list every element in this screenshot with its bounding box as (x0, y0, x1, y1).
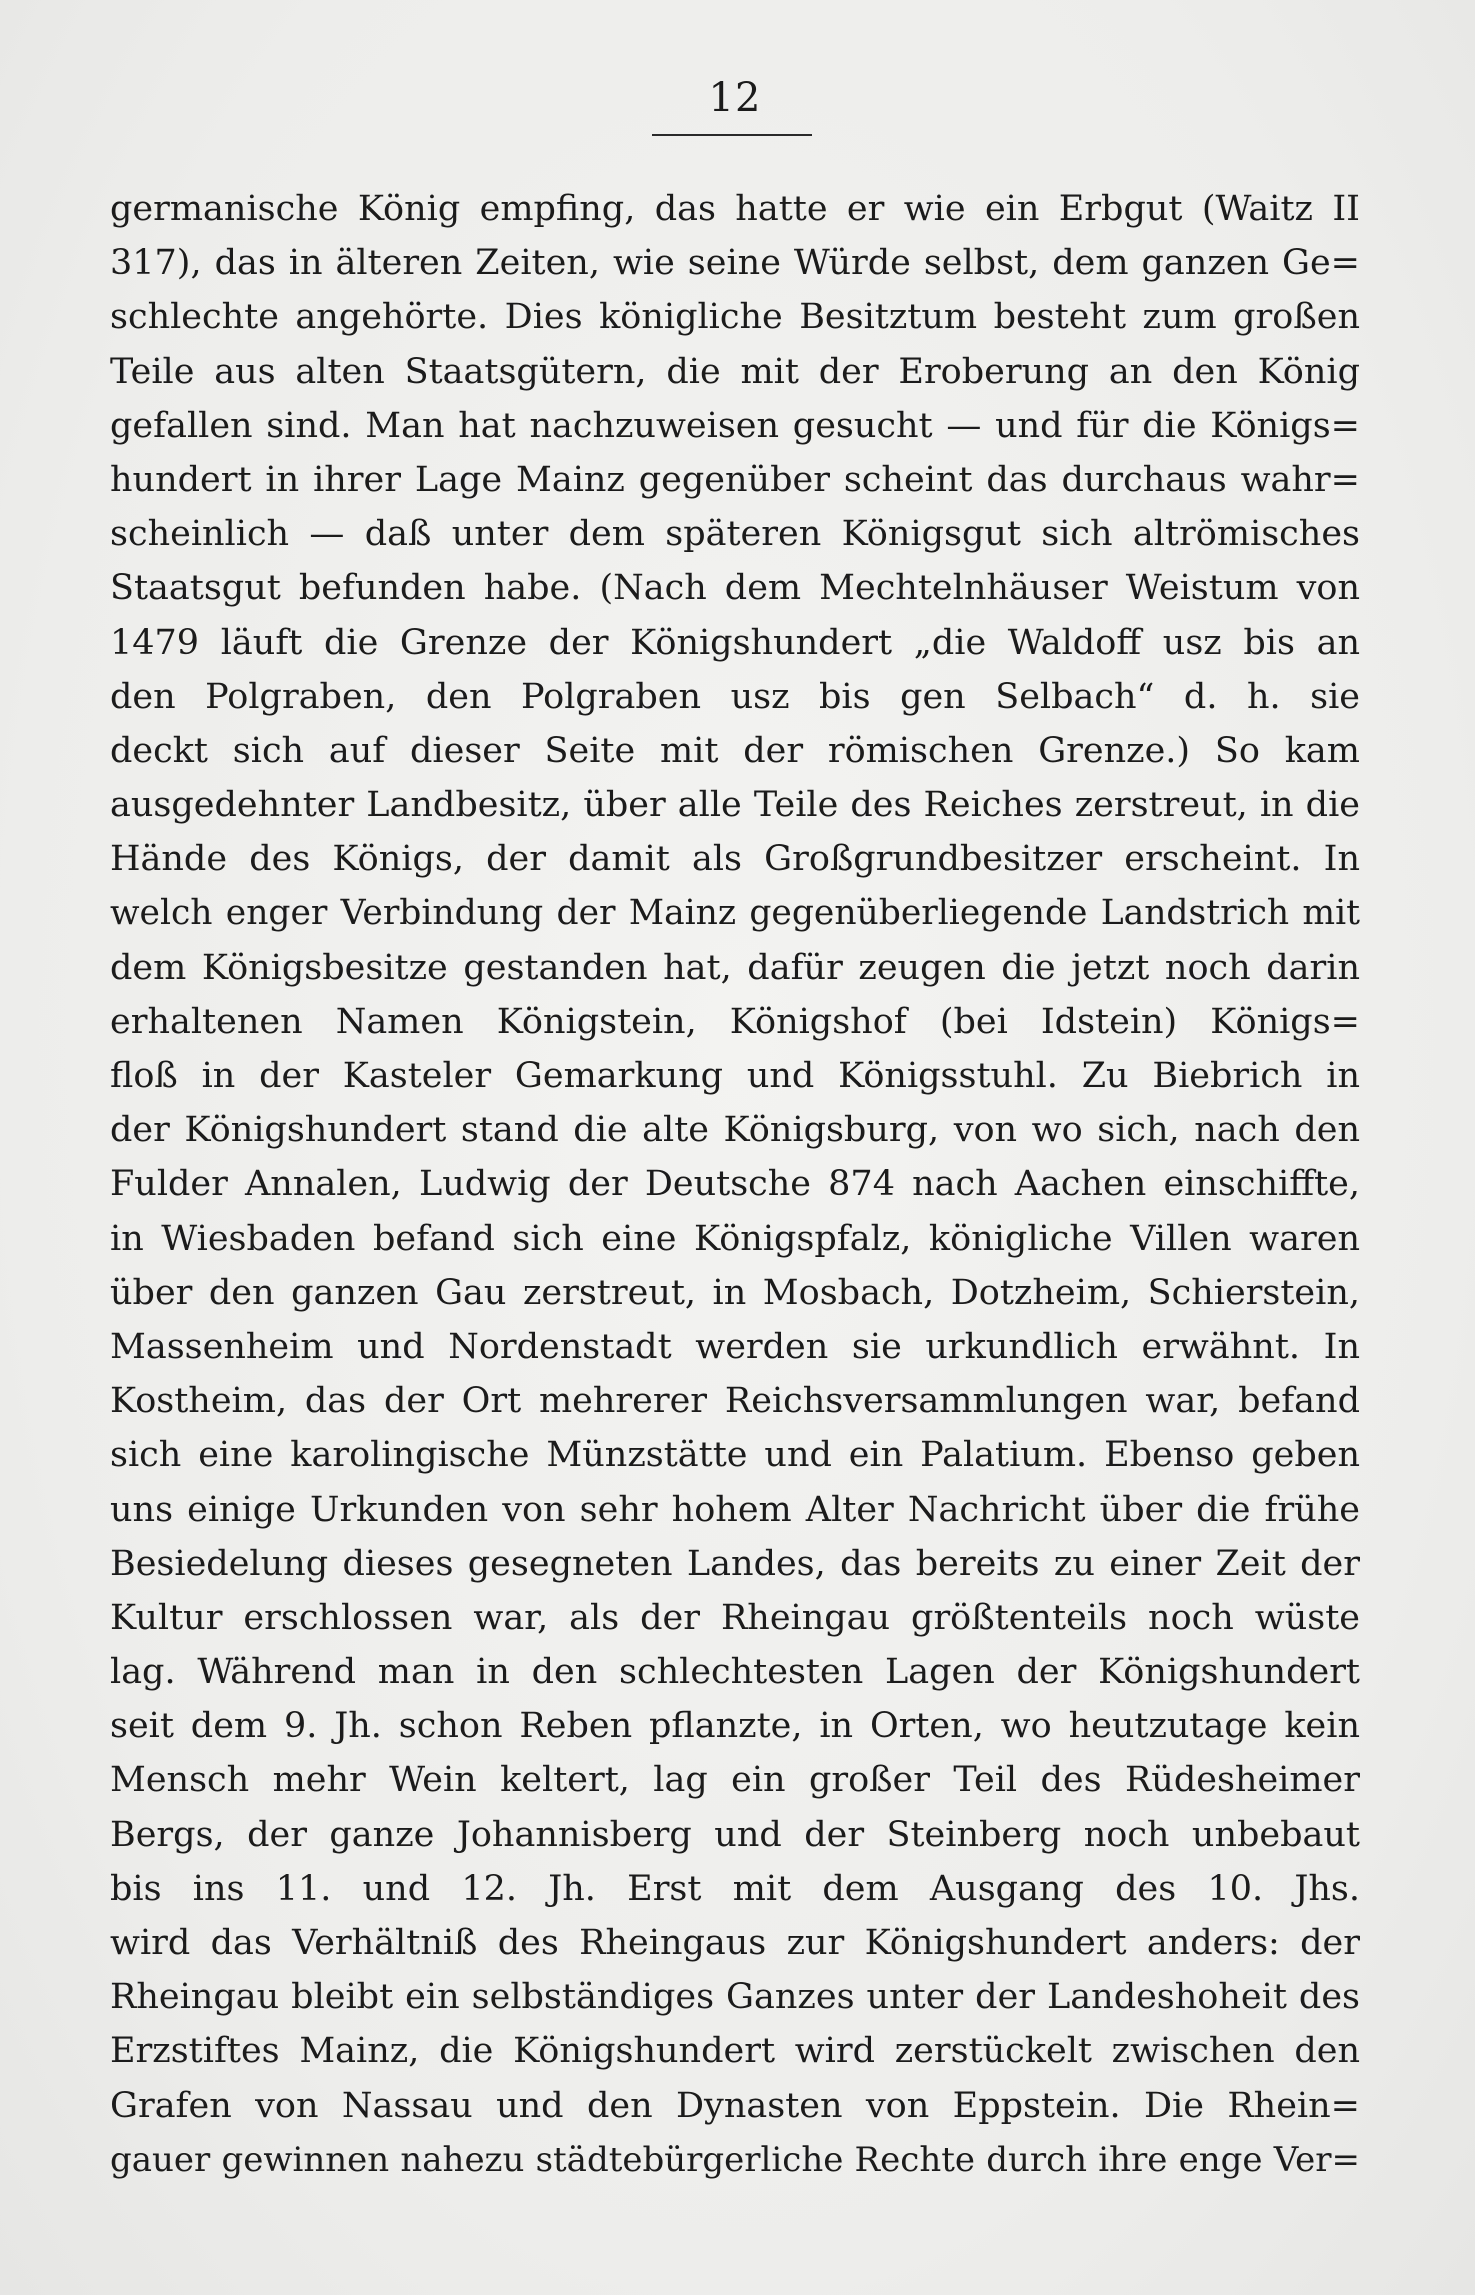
text-line-36: Grafen von Nassau und den Dynasten von Eppstein. Die Rhein= (110, 2085, 1360, 2126)
text-line-24: sich eine karolingische Münzstätte und ein Palatium. Ebenso geben (110, 1435, 1360, 1476)
text-line-37: gauer gewinnen nahezu städtebürgerliche Rechte durch ihre enge Ver= (110, 2139, 1360, 2180)
text-line-19: Fulder Annalen, Ludwig der Deutsche 874 nach Aachen einschiffte, (110, 1164, 1360, 1205)
text-line-34: Rheingau bleibt ein selbständiges Ganzes unter der Landeshoheit des (110, 1977, 1360, 2018)
text-line-26: Besiedelung dieses gesegneten Landes, das bereits zu einer Zeit der (110, 1543, 1360, 1584)
text-line-29: seit dem 9. Jh. schon Reben pflanzte, in Orten, wo heutzutage kein (110, 1706, 1360, 1747)
text-line-30: Mensch mehr Wein keltert, lag ein großer Teil des Rüdesheimer (110, 1760, 1360, 1801)
text-line-5: gefallen sind. Man hat nachzuweisen gesucht — und für die Königs= (110, 405, 1360, 446)
text-line-32: bis ins 11. und 12. Jh. Erst mit dem Ausgang des 10. Jhs. (110, 1868, 1360, 1909)
text-line-10: den Polgraben, den Polgraben usz bis gen Selbach“ d. h. sie (110, 676, 1360, 717)
text-line-25: uns einige Urkunden von sehr hohem Alter Nachricht über die frühe (110, 1489, 1360, 1530)
text-line-8: Staatsgut befunden habe. (Nach dem Mechtelnhäuser Weistum von (110, 568, 1360, 609)
text-line-3: schlechte angehörte. Dies königliche Besitztum besteht zum großen (110, 297, 1360, 338)
text-line-15: dem Königsbesitze gestanden hat, dafür zeugen die jetzt noch darin (110, 947, 1360, 988)
page-number-rule (652, 134, 812, 136)
text-line-35: Erzstiftes Mainz, die Königshundert wird zerstückelt zwischen den (110, 2031, 1360, 2072)
text-line-17: floß in der Kasteler Gemarkung und Königsstuhl. Zu Biebrich in (110, 1056, 1360, 1096)
text-line-31: Bergs, der ganze Johannisberg und der Steinberg noch unbebaut (110, 1814, 1360, 1855)
text-line-12: ausgedehnter Landbesitz, über alle Teile des Reiches zerstreut, in die (110, 785, 1360, 826)
text-line-21: über den ganzen Gau zerstreut, in Mosbach, Dotzheim, Schierstein, (110, 1272, 1360, 1313)
text-line-2: 317), das in älteren Zeiten, wie seine Würde selbst, dem ganzen Ge= (110, 243, 1360, 284)
text-line-11: deckt sich auf dieser Seite mit der römischen Grenze.) So kam (110, 730, 1360, 771)
text-line-9: 1479 läuft die Grenze der Königshundert „die Waldoff usz bis an (110, 622, 1360, 663)
text-line-28: lag. Während man in den schlechtesten Lagen der Königshundert (110, 1652, 1360, 1693)
text-line-14: welch enger Verbindung der Mainz gegenüberliegende Landstrich mit (110, 893, 1360, 934)
text-line-33: wird das Verhältniß des Rheingaus zur Königshundert anders: der (110, 1923, 1360, 1963)
text-line-1: germanische König empfing, das hatte er wie ein Erbgut (Waitz II (110, 189, 1360, 229)
text-line-16: erhaltenen Namen Königstein, Königshof (bei Idstein) Königs= (110, 1001, 1360, 1042)
text-line-20: in Wiesbaden befand sich eine Königspfalz, königliche Villen waren (110, 1218, 1360, 1259)
body-text (110, 182, 1360, 2187)
text-line-27: Kultur erschlossen war, als der Rheingau größtenteils noch wüste (110, 1597, 1360, 1638)
text-line-4: Teile aus alten Staatsgütern, die mit der Eroberung an den König (110, 351, 1360, 392)
text-line-18: der Königshundert stand die alte Königsburg, von wo sich, nach den (110, 1110, 1360, 1151)
text-line-6: hundert in ihrer Lage Mainz gegenüber scheint das durchaus wahr= (110, 459, 1360, 500)
text-line-22: Massenheim und Nordenstadt werden sie urkundlich erwähnt. In (110, 1326, 1360, 1367)
page-number: 12 (708, 75, 762, 121)
text-line-23: Kostheim, das der Ort mehrerer Reichsversammlungen war, befand (110, 1381, 1360, 1422)
text-line-7: scheinlich — daß unter dem späteren Königsgut sich altrömisches (110, 514, 1360, 555)
text-line-13: Hände des Königs, der damit als Großgrundbesitzer erscheint. In (110, 839, 1360, 880)
